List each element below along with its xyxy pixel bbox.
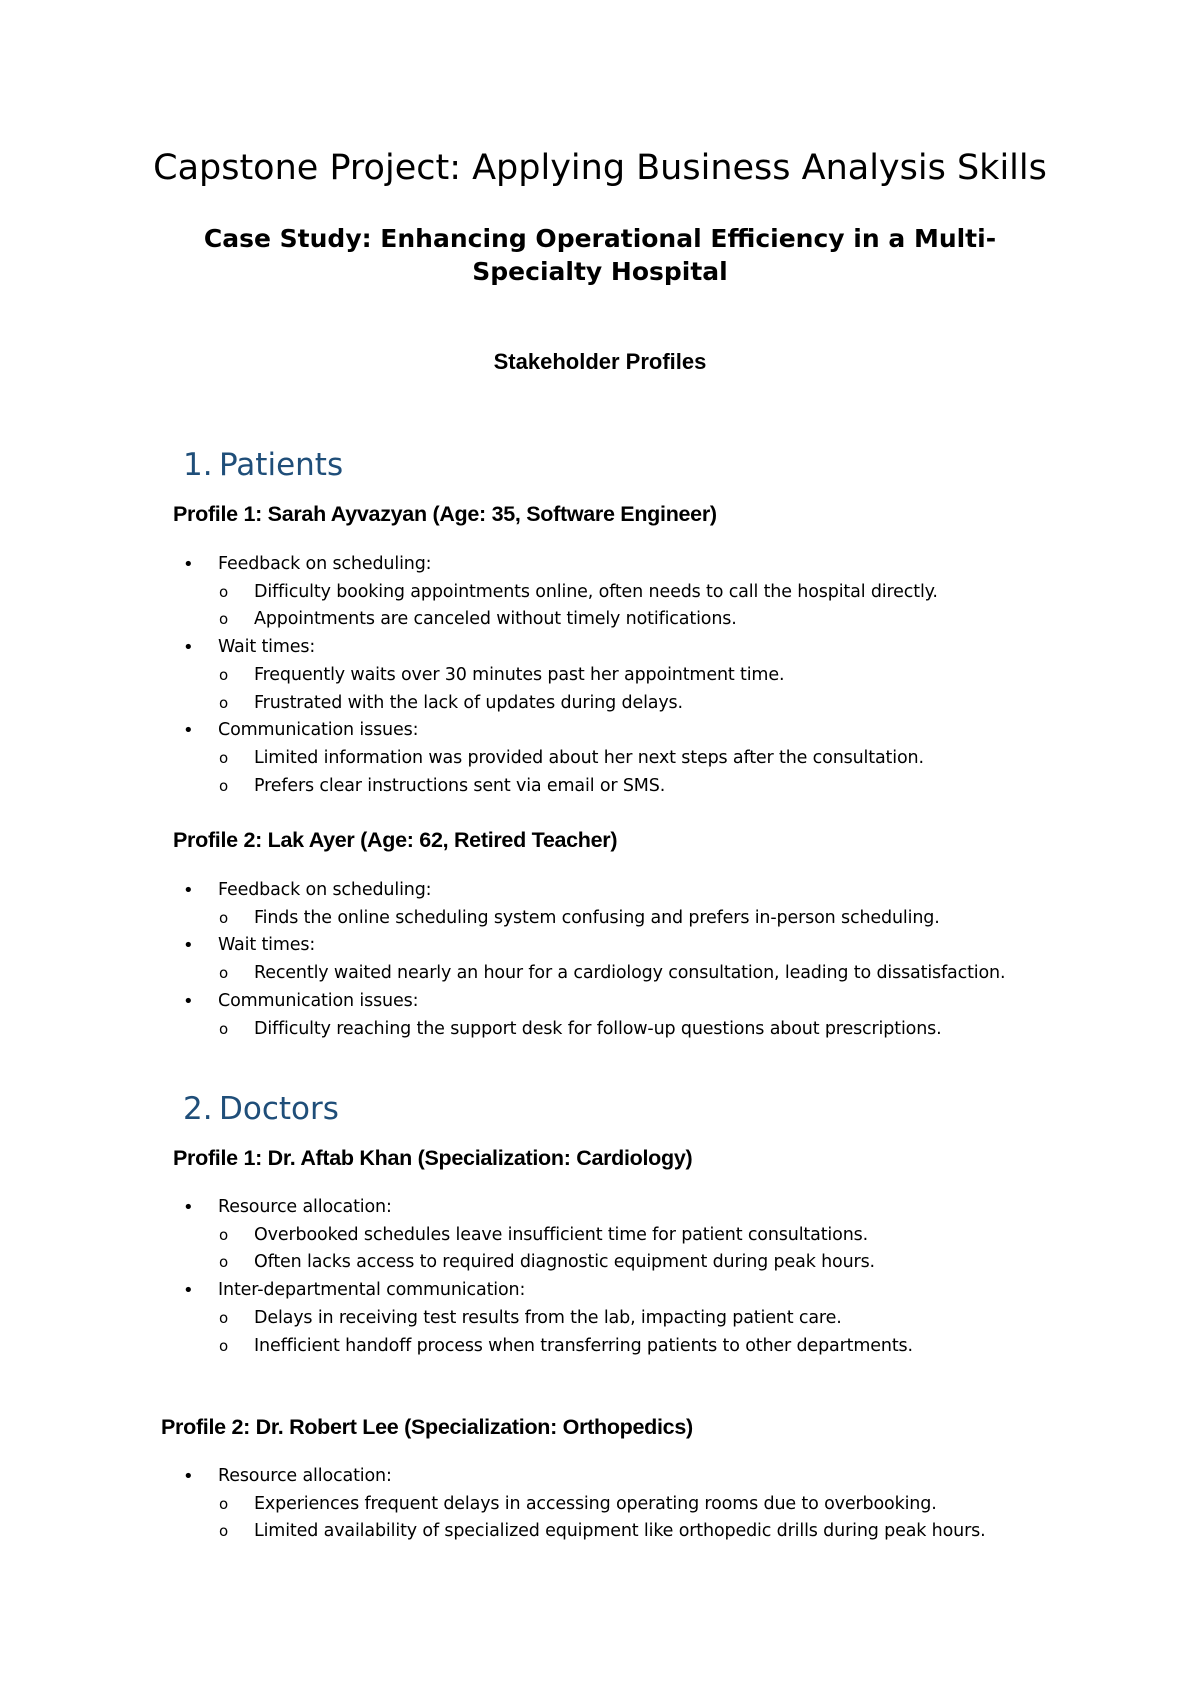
sub-list-item-text: Recently waited nearly an hour for a cardiology consultation, leading to dissatisfaction.: [254, 963, 1006, 984]
sub-list-item-text: Overbooked schedules leave insufficient time for patient consultations.: [254, 1224, 869, 1245]
sub-list-item: [218, 606, 938, 634]
sub-list-item-text: Inefficient handoff process when transferring patients to other departments.: [254, 1335, 913, 1356]
sub-list-item: [218, 1333, 913, 1361]
sub-bullet-list: [218, 1491, 986, 1546]
sub-list-item-text: Prefers clear instructions sent via email or SMS.: [254, 775, 666, 796]
sub-bullet-list: [218, 1016, 1005, 1044]
sub-list-item-text: Limited availability of specialized equipment like orthopedic drills during peak hours.: [254, 1521, 986, 1542]
profile-title: Profile 2: Dr. Robert Lee (Specialization: Orthopedics): [161, 1415, 693, 1439]
sub-list-item: [218, 960, 1005, 988]
list-item-label: Communication issues:: [218, 720, 419, 741]
sub-list-item: [218, 690, 938, 718]
list-item: [0, 634, 938, 717]
sub-list-item: [218, 1222, 913, 1250]
sub-list-item-text: Appointments are canceled without timely notifications.: [254, 609, 737, 630]
sub-bullet-list: [218, 579, 938, 634]
section-heading-text: Patients: [219, 447, 344, 483]
list-item-label: Resource allocation:: [218, 1197, 392, 1217]
sub-list-item: [218, 1249, 913, 1277]
sub-list-item-text: Difficulty booking appointments online, often needs to call the hospital directly.: [254, 581, 938, 602]
sub-list-item-text: Frustrated with the lack of updates during delays.: [254, 692, 683, 713]
profile-bullet-list: [0, 877, 1005, 1043]
profile-title: Profile 1: Sarah Ayvazyan (Age: 35, Software Engineer): [173, 502, 717, 526]
case-study-subtitle: Case Study: Enhancing Operational Efficiency in a Multi-Specialty Hospital: [203, 224, 997, 286]
list-item: [0, 1277, 913, 1360]
sub-list-item-text: Limited information was provided about her next steps after the consultation.: [254, 747, 924, 768]
list-item: [0, 877, 1005, 932]
sub-list-item: [218, 1518, 986, 1546]
sub-list-item-text: Finds the online scheduling system confusing and prefers in-person scheduling.: [254, 907, 940, 928]
section-heading-text: Doctors: [219, 1091, 339, 1127]
sub-list-item: [218, 1491, 986, 1519]
list-item: [0, 1463, 986, 1546]
sub-list-item: [218, 662, 938, 690]
sub-list-item: [218, 745, 938, 773]
list-item-label: Inter-departmental communication:: [218, 1280, 526, 1301]
sub-list-item-text: Frequently waits over 30 minutes past her appointment time.: [254, 664, 785, 685]
list-item-label: Wait times:: [218, 935, 316, 956]
sub-bullet-list: [218, 662, 938, 717]
profile-bullet-list: [0, 551, 938, 800]
sub-list-item-text: Difficulty reaching the support desk for follow-up questions about prescriptions.: [254, 1018, 942, 1039]
list-item-label: Communication issues:: [218, 990, 419, 1011]
section-heading-patients: [183, 446, 343, 484]
sub-list-item-text: Experiences frequent delays in accessing operating rooms due to overbooking.: [254, 1493, 937, 1514]
sub-bullet-list: [218, 960, 1005, 988]
list-item: [0, 551, 938, 634]
sub-list-item-text: Often lacks access to required diagnostic equipment during peak hours.: [254, 1252, 875, 1273]
list-item: [0, 717, 938, 800]
sub-list-item: [218, 773, 938, 801]
sub-list-item-text: Delays in receiving test results from the lab, impacting patient care.: [254, 1307, 842, 1328]
sub-list-item: [218, 1016, 1005, 1044]
profile-title: Profile 2: Lak Ayer (Age: 62, Retired Teacher): [173, 828, 618, 852]
sub-bullet-list: [218, 905, 1005, 933]
section-number: 1.: [183, 447, 213, 483]
sub-bullet-list: [218, 1222, 913, 1277]
profile-bullet-list: [0, 1194, 913, 1360]
list-item: [0, 932, 1005, 987]
sub-list-item: [218, 905, 1005, 933]
sub-bullet-list: [218, 745, 938, 800]
list-item-label: Feedback on scheduling:: [218, 880, 432, 900]
sub-list-item: [218, 579, 938, 607]
list-item-label: Feedback on scheduling:: [218, 554, 432, 574]
list-item-label: Wait times:: [218, 637, 316, 658]
sub-list-item: [218, 1305, 913, 1333]
list-item: [0, 988, 1005, 1043]
list-item-label: Resource allocation:: [218, 1466, 392, 1486]
section-heading-doctors: [183, 1090, 339, 1128]
list-item: [0, 1194, 913, 1277]
section-label: Stakeholder Profiles: [493, 349, 707, 374]
profile-bullet-list: [0, 1463, 986, 1546]
sub-bullet-list: [218, 1305, 913, 1360]
profile-title: Profile 1: Dr. Aftab Khan (Specialization: Cardiology): [173, 1146, 693, 1170]
document-title: Capstone Project: Applying Business Analysis Skills: [153, 148, 1047, 188]
section-number: 2.: [183, 1091, 213, 1127]
